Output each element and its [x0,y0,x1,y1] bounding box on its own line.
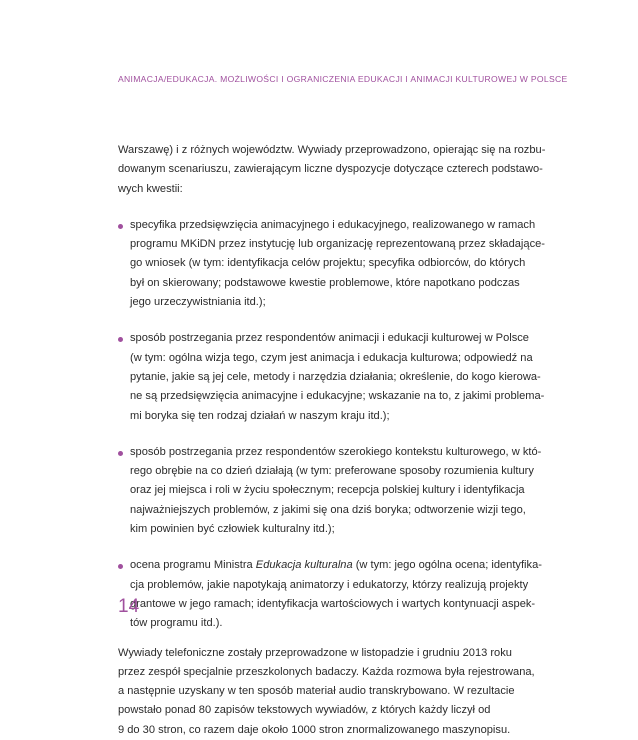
page-number: 14 [118,596,140,617]
text-fragment: ocena programu Ministra [130,559,256,572]
text-line: programu MKiDN przez instytucję lub organizację reprezentowaną przez składające- [130,238,545,251]
bullet-dot-icon [118,224,123,229]
text-line: najważniejszych problemów, z jakimi się ona dziś boryka; odtworzenie wizji tego, [130,503,526,516]
bullet-dot-icon [118,564,123,569]
text-line: Wywiady telefoniczne zostały przeprowadzone w listopadzie i grudniu 2013 roku [118,646,512,659]
text-line: pytanie, jakie są jej cele, metody i narzędzia działania; określenie, do kogo kierowa- [130,370,541,383]
text-line: go wniosek (w tym: identyfikacja celów projektu; specyfika odbiorców, do których [130,257,526,270]
text-line: jego urzeczywistniania itd.); [130,296,266,309]
text-line: przez zespół specjalnie przeszkolonych badaczy. Każda rozmowa była rejestrowana, [118,665,535,678]
text-line: grantowe w jego ramach; identyfikacja wartościowych i wartych kontynuacji aspek- [130,597,536,610]
text-line: sposób postrzegania przez respondentów szerokiego kontekstu kulturowego, w któ- [130,445,542,458]
intro-paragraph [118,141,568,199]
text-line: kim powinien być człowiek kulturalny itd.); [130,523,335,536]
text-line: mi boryka się ten rodzaj działań w naszym kraju itd.); [130,409,390,422]
text-line: Warszawę) i z różnych województw. Wywiady przeprowadzono, opierając się na rozbu- [118,144,546,156]
text-line: oraz jej miejsca i roli w życiu społecznym; recepcja polskiej kultury i identyfikacja [130,484,525,497]
text-fragment: (w tym: jego ogólna ocena; identyfika- [352,559,542,572]
bullet-item [118,556,568,633]
bullet-item [118,443,568,539]
page-content [118,141,568,740]
text-line: powstało ponad 80 zapisów tekstowych wywiadów, z których każdy liczył od [118,704,491,717]
text-line: specyfika przedsięwzięcia animacyjnego i edukacyjnego, realizowanego w ramach [130,218,536,231]
bullet-dot-icon [118,337,123,342]
running-header: ANIMACJA/EDUKACJA. MOŻLIWOŚCI I OGRANICZENIA EDUKACJI I ANIMACJI KULTUROWEJ W POLSCE [118,74,568,84]
text-line: dowanym scenariuszu, zawierającym liczne dyspozycje dotyczące czterech podstawo- [118,163,543,176]
bullet-dot-icon [118,451,123,456]
text-line: sposób postrzegania przez respondentów animacji i edukacji kulturowej w Polsce [130,332,529,345]
text-line: 9 do 30 stron, co razem daje około 1000 stron znormalizowanego maszynopisu. [118,723,511,736]
text-line: a następnie uzyskany w ten sposób materiał audio transkrybowano. W rezultacie [118,685,515,698]
text-line: cja problemów, jakie napotykają animatorzy i edukatorzy, którzy realizują projekty [130,578,529,591]
text-line [130,556,568,575]
text-line: tów programu itd.). [130,617,223,630]
bullet-item [118,216,568,312]
text-line: był on skierowany; podstawowe kwestie problemowe, które napotkano podczas [130,276,520,289]
closing-paragraph [118,644,568,740]
text-line: ne są przedsięwzięcia animacyjne i edukacyjne; wskazanie na to, z jakimi problema- [130,390,545,403]
program-title: Edukacja kulturalna [255,559,353,572]
bullet-item [118,329,568,425]
text-line: (w tym: ogólna wizja tego, czym jest animacja i edukacja kulturowa; odpowiedź na [130,351,533,364]
text-line: rego obrębie na co dzień działają (w tym: preferowane sposoby rozumienia kultury [130,465,534,478]
text-line: wych kwestii: [118,182,183,195]
